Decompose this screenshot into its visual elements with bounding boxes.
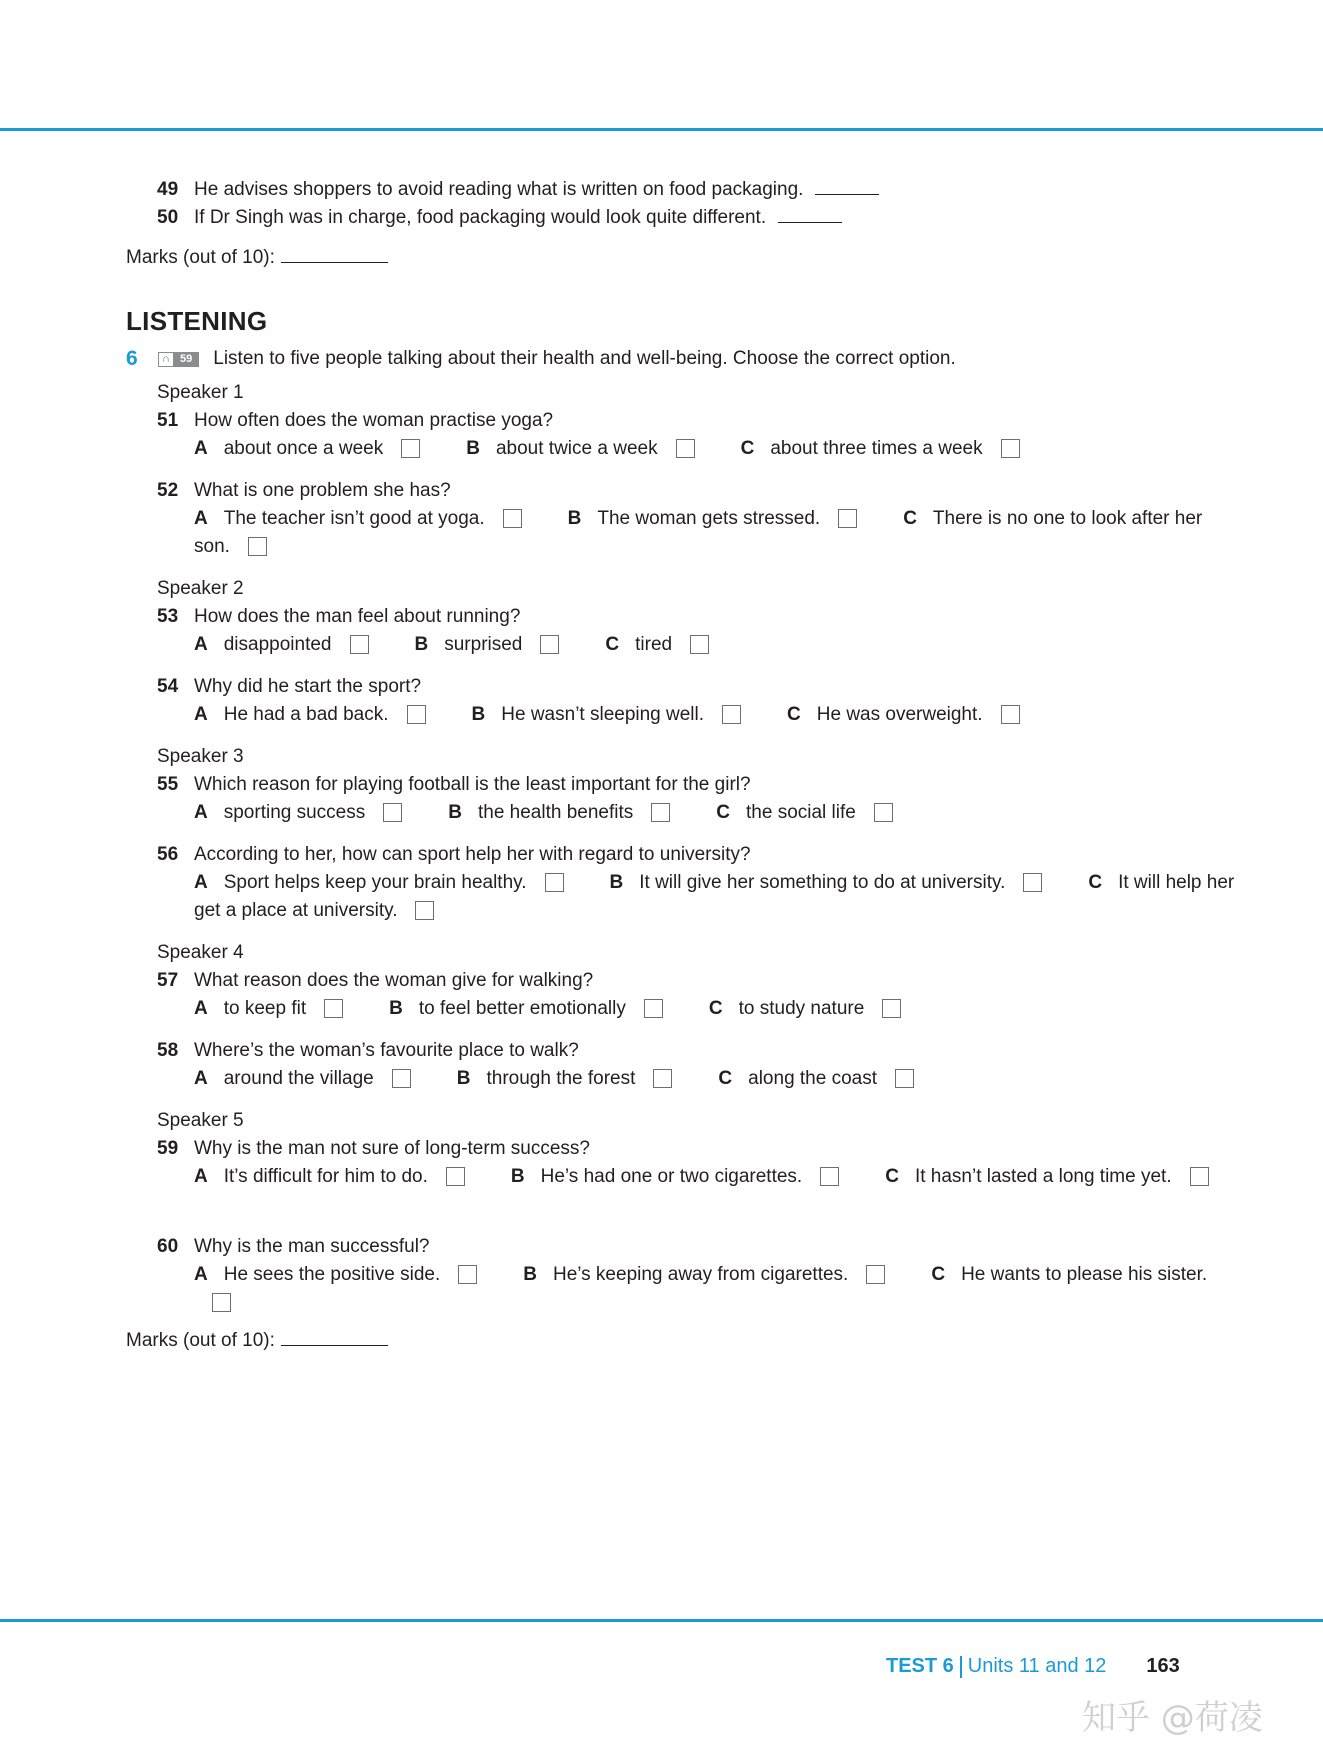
question bbox=[157, 771, 1236, 827]
option-letter: C bbox=[740, 438, 755, 459]
answer-checkbox[interactable] bbox=[446, 1167, 465, 1186]
speaker-label: Speaker 1 bbox=[157, 382, 244, 403]
answer-checkbox[interactable] bbox=[866, 1265, 885, 1284]
question-number: 50 bbox=[157, 207, 179, 228]
question-number: 51 bbox=[157, 410, 179, 431]
answer-checkbox[interactable] bbox=[248, 537, 267, 556]
answer-checkbox[interactable] bbox=[690, 635, 709, 654]
option-text: He wants to please his sister. bbox=[961, 1264, 1208, 1285]
option-letter: C bbox=[716, 802, 731, 823]
question-line bbox=[157, 841, 1236, 869]
option[interactable] bbox=[194, 872, 564, 893]
option-letter: A bbox=[194, 1264, 208, 1285]
option[interactable] bbox=[389, 998, 663, 1019]
answer-checkbox[interactable] bbox=[383, 803, 402, 822]
option[interactable] bbox=[718, 1068, 914, 1089]
top-rule bbox=[0, 128, 1323, 131]
answer-checkbox[interactable] bbox=[1190, 1167, 1209, 1186]
question-number: 56 bbox=[157, 844, 179, 865]
option[interactable] bbox=[194, 1264, 477, 1285]
option-text: tired bbox=[635, 634, 673, 655]
option-text: The teacher isn’t good at yoga. bbox=[223, 508, 485, 529]
option-letter: C bbox=[708, 998, 723, 1019]
option-text: He’s had one or two cigarettes. bbox=[540, 1166, 803, 1187]
answer-checkbox[interactable] bbox=[820, 1167, 839, 1186]
option-list bbox=[157, 701, 1236, 729]
question-number: 60 bbox=[157, 1236, 179, 1257]
answer-checkbox[interactable] bbox=[722, 705, 741, 724]
bottom-rule bbox=[0, 1619, 1323, 1622]
option-letter: B bbox=[389, 998, 403, 1019]
option-list bbox=[157, 1163, 1236, 1219]
option-letter: B bbox=[414, 634, 429, 655]
question-line bbox=[157, 603, 1236, 631]
question bbox=[157, 1135, 1236, 1219]
question-text: Which reason for playing football is the least important for the girl? bbox=[194, 774, 751, 795]
option-text: He wasn’t sleeping well. bbox=[501, 704, 705, 725]
marks-label: Marks (out of 10): bbox=[126, 1330, 275, 1351]
question-line bbox=[157, 1037, 1236, 1065]
option[interactable] bbox=[511, 1166, 839, 1187]
answer-checkbox[interactable] bbox=[415, 901, 434, 920]
answer-checkbox[interactable] bbox=[407, 705, 426, 724]
option-letter: C bbox=[1088, 872, 1103, 893]
option[interactable] bbox=[741, 438, 1020, 459]
option[interactable] bbox=[472, 704, 742, 725]
option[interactable] bbox=[466, 438, 694, 459]
option-letter: A bbox=[194, 438, 208, 459]
question-text: Why is the man successful? bbox=[194, 1236, 430, 1257]
option-text: around the village bbox=[223, 1068, 374, 1089]
answer-checkbox[interactable] bbox=[540, 635, 559, 654]
question-number: 54 bbox=[157, 676, 179, 697]
tf-item bbox=[126, 176, 1236, 204]
option[interactable] bbox=[568, 508, 858, 529]
option-letter: A bbox=[194, 802, 208, 823]
footer-units: Units 11 and 12 bbox=[967, 1655, 1107, 1677]
answer-checkbox[interactable] bbox=[1001, 439, 1020, 458]
question-line bbox=[157, 771, 1236, 799]
answer-checkbox[interactable] bbox=[895, 1069, 914, 1088]
option-letter: A bbox=[194, 704, 208, 725]
option[interactable] bbox=[194, 998, 343, 1019]
option[interactable] bbox=[194, 802, 402, 823]
question-line bbox=[157, 407, 1236, 435]
option-letter: B bbox=[471, 704, 486, 725]
option-list bbox=[157, 631, 1236, 659]
marks-line bbox=[126, 244, 1236, 272]
option-text: It will give her something to do at university. bbox=[639, 872, 1006, 893]
option-letter: A bbox=[194, 1166, 208, 1187]
page-number: 163 bbox=[1146, 1655, 1180, 1677]
option-letter: C bbox=[885, 1166, 899, 1187]
option-text: He had a bad back. bbox=[223, 704, 389, 725]
question-number: 49 bbox=[157, 179, 179, 200]
speaker-label: Speaker 2 bbox=[157, 578, 244, 599]
option-text: sporting success bbox=[223, 802, 366, 823]
option[interactable] bbox=[448, 802, 670, 823]
option[interactable] bbox=[194, 438, 420, 459]
option-letter: B bbox=[510, 1166, 525, 1187]
question bbox=[157, 1233, 1236, 1317]
option-letter: B bbox=[567, 508, 582, 529]
option-text: the social life bbox=[746, 802, 856, 823]
option-letter: C bbox=[787, 704, 801, 725]
answer-checkbox[interactable] bbox=[838, 509, 857, 528]
option-text: disappointed bbox=[223, 634, 332, 655]
option-text: It’s difficult for him to do. bbox=[223, 1166, 428, 1187]
option-letter: C bbox=[605, 634, 620, 655]
marks-blank[interactable] bbox=[281, 262, 388, 263]
answer-checkbox[interactable] bbox=[644, 999, 663, 1018]
answer-checkbox[interactable] bbox=[874, 803, 893, 822]
question-text: Where’s the woman’s favourite place to walk? bbox=[194, 1040, 579, 1061]
option-list bbox=[157, 1261, 1236, 1317]
footer-separator bbox=[960, 1656, 962, 1678]
option[interactable] bbox=[523, 1264, 885, 1285]
question bbox=[157, 967, 1236, 1023]
option-text: along the coast bbox=[748, 1068, 878, 1089]
question-number: 53 bbox=[157, 606, 179, 627]
answer-checkbox[interactable] bbox=[324, 999, 343, 1018]
option-letter: A bbox=[194, 872, 208, 893]
question-number: 55 bbox=[157, 774, 179, 795]
option[interactable] bbox=[415, 634, 560, 655]
question-text: What is one problem she has? bbox=[194, 480, 451, 501]
question bbox=[157, 603, 1236, 659]
speaker-label: Speaker 3 bbox=[157, 746, 244, 767]
question-text: What reason does the woman give for walking? bbox=[194, 970, 594, 991]
question-line bbox=[157, 673, 1236, 701]
question-text: According to her, how can sport help her with regard to university? bbox=[194, 844, 751, 865]
option-text: the health benefits bbox=[477, 802, 634, 823]
page-content bbox=[126, 176, 1236, 1355]
speaker-label: Speaker 5 bbox=[157, 1110, 244, 1131]
question-text: If Dr Singh was in charge, food packaging would look quite different. bbox=[194, 207, 767, 228]
option[interactable] bbox=[194, 634, 369, 655]
question-number: 57 bbox=[157, 970, 179, 991]
option-letter: C bbox=[931, 1264, 946, 1285]
option-letter: A bbox=[194, 1068, 208, 1089]
option-text: The woman gets stressed. bbox=[597, 508, 821, 529]
question-number: 58 bbox=[157, 1040, 179, 1061]
option-text: through the forest bbox=[486, 1068, 636, 1089]
question-text: Why is the man not sure of long-term success? bbox=[194, 1138, 590, 1159]
option-text: to feel better emotionally bbox=[418, 998, 626, 1019]
option-list bbox=[157, 1065, 1236, 1093]
answer-checkbox[interactable] bbox=[653, 1069, 672, 1088]
option-text: to study nature bbox=[738, 998, 865, 1019]
option-list bbox=[157, 869, 1236, 925]
option[interactable] bbox=[605, 634, 709, 655]
option-letter: A bbox=[194, 998, 208, 1019]
question-text: How does the man feel about running? bbox=[194, 606, 521, 627]
option-letter: C bbox=[718, 1068, 733, 1089]
option-text: There is no one to look after her son. bbox=[194, 508, 1203, 557]
answer-blank[interactable] bbox=[778, 222, 842, 223]
question bbox=[157, 841, 1236, 925]
exercise-number: 6 bbox=[126, 347, 138, 370]
answer-checkbox[interactable] bbox=[503, 509, 522, 528]
option-text: about twice a week bbox=[495, 438, 658, 459]
page-footer bbox=[886, 1655, 1180, 1678]
audio-badge bbox=[158, 352, 199, 367]
option-text: to keep fit bbox=[223, 998, 307, 1019]
question-number: 52 bbox=[157, 480, 179, 501]
option-letter: A bbox=[194, 634, 208, 655]
option-letter: C bbox=[903, 508, 917, 529]
question-line bbox=[157, 477, 1236, 505]
option-list bbox=[157, 505, 1236, 561]
answer-blank[interactable] bbox=[815, 194, 879, 195]
option[interactable] bbox=[716, 802, 893, 823]
question-line bbox=[157, 967, 1236, 995]
answer-checkbox[interactable] bbox=[676, 439, 695, 458]
option-letter: B bbox=[466, 438, 480, 459]
question-text: How often does the woman practise yoga? bbox=[194, 410, 554, 431]
question-list bbox=[126, 379, 1236, 1317]
option-list bbox=[157, 799, 1236, 827]
option[interactable] bbox=[457, 1068, 673, 1089]
option-letter: B bbox=[448, 802, 462, 823]
option-text: He sees the positive side. bbox=[223, 1264, 441, 1285]
answer-checkbox[interactable] bbox=[458, 1265, 477, 1284]
option-letter: B bbox=[609, 872, 624, 893]
option-text: He’s keeping away from cigarettes. bbox=[552, 1264, 849, 1285]
question-text: He advises shoppers to avoid reading what is written on food packaging. bbox=[194, 179, 804, 200]
question bbox=[157, 1037, 1236, 1093]
option-text: about once a week bbox=[223, 438, 384, 459]
option-text: It will help her get a place at university. bbox=[194, 872, 1235, 921]
answer-checkbox[interactable] bbox=[392, 1069, 411, 1088]
tf-item bbox=[126, 204, 1236, 232]
option[interactable] bbox=[194, 704, 426, 725]
option-text: It hasn’t lasted a long time yet. bbox=[914, 1166, 1172, 1187]
marks-blank[interactable] bbox=[281, 1345, 388, 1346]
exercise-instruction: Listen to five people talking about their health and well-being. Choose the correct option. bbox=[213, 348, 956, 369]
answer-checkbox[interactable] bbox=[212, 1293, 231, 1312]
tf-list bbox=[126, 176, 1236, 232]
option-list bbox=[157, 995, 1236, 1023]
option-letter: A bbox=[194, 508, 208, 529]
option-letter: B bbox=[523, 1264, 537, 1285]
option[interactable] bbox=[787, 704, 1020, 725]
option[interactable] bbox=[885, 1166, 1208, 1187]
option[interactable] bbox=[610, 872, 1043, 893]
option[interactable] bbox=[194, 508, 522, 529]
option[interactable] bbox=[709, 998, 901, 1019]
option[interactable] bbox=[194, 1166, 465, 1187]
answer-checkbox[interactable] bbox=[882, 999, 901, 1018]
answer-checkbox[interactable] bbox=[651, 803, 670, 822]
question bbox=[157, 407, 1236, 463]
answer-checkbox[interactable] bbox=[401, 439, 420, 458]
marks-label: Marks (out of 10): bbox=[126, 247, 275, 268]
question-text: Why did he start the sport? bbox=[194, 676, 422, 697]
headphones-icon: ∩ bbox=[158, 352, 173, 367]
question bbox=[157, 673, 1236, 729]
option-text: about three times a week bbox=[770, 438, 983, 459]
option-list bbox=[157, 435, 1236, 463]
answer-checkbox[interactable] bbox=[1023, 873, 1042, 892]
question-number: 59 bbox=[157, 1138, 179, 1159]
option-letter: B bbox=[456, 1068, 471, 1089]
question-line bbox=[157, 1233, 1236, 1261]
answer-checkbox[interactable] bbox=[350, 635, 369, 654]
question bbox=[157, 477, 1236, 561]
section-title: LISTENING bbox=[126, 306, 268, 336]
option-text: surprised bbox=[444, 634, 523, 655]
option[interactable] bbox=[194, 1068, 411, 1089]
answer-checkbox[interactable] bbox=[545, 873, 564, 892]
answer-checkbox[interactable] bbox=[1001, 705, 1020, 724]
option-text: He was overweight. bbox=[816, 704, 983, 725]
option-text: Sport helps keep your brain healthy. bbox=[223, 872, 527, 893]
watermark: 知乎 @荷凌 bbox=[1082, 1698, 1263, 1738]
marks-line bbox=[126, 1327, 1236, 1355]
speaker-label: Speaker 4 bbox=[157, 942, 244, 963]
exercise-header bbox=[126, 345, 1236, 373]
question-line bbox=[157, 1135, 1236, 1163]
audio-track-number: 59 bbox=[173, 352, 199, 367]
footer-test: TEST 6 bbox=[886, 1655, 954, 1677]
